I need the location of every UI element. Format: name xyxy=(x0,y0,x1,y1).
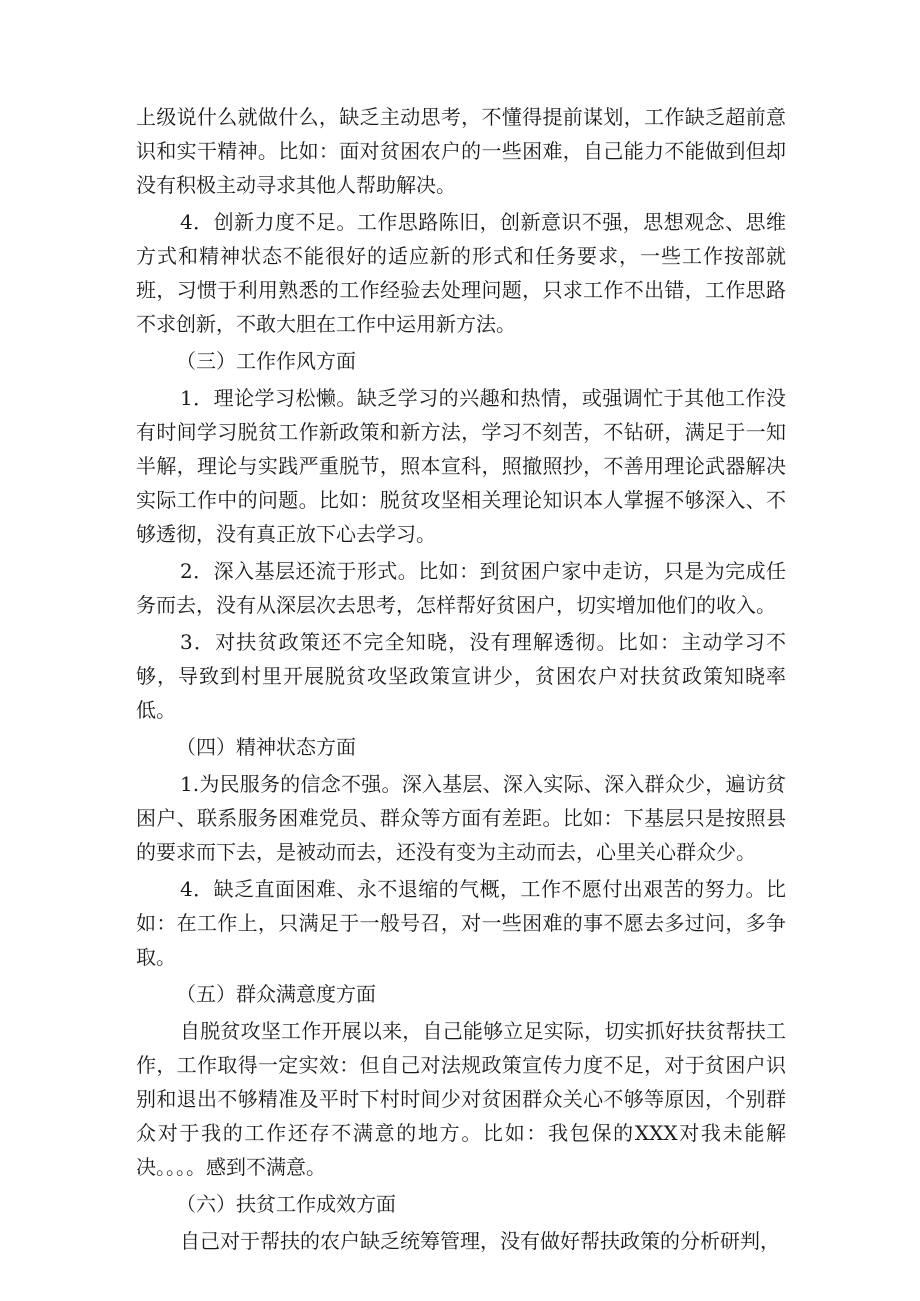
paragraph-service: 1.为民服务的信念不强。深入基层、深入实际、深入群众少，遍访贫困户、联系服务困难党员、群众等方面有差距。比如：下基层只是按照县的要求而下去，是被动而去，还没有变为主动而去，心里关心群众少。 xyxy=(136,772,786,864)
paragraph-1: 上级说什么就做什么，缺乏主动思考，不懂得提前谋划，工作缺乏超前意识和实干精神。比如：面对贫困农户的一些困难，自己能力不能做到但却没有积极主动寻求其他人帮助解决。 xyxy=(136,105,786,197)
section-heading-satisfaction: （五）群众满意度方面 xyxy=(176,982,376,1006)
section-heading-work-style: （三）工作作风方面 xyxy=(176,349,356,373)
paragraph-theory-study: 1．理论学习松懒。缺乏学习的兴趣和热情，或强调忙于其他工作没有时间学习脱贫工作新政策和新方法，学习不刻苦，不钻研，满足于一知半解，理论与实践严重脱节，照本宣科，照撤照抄，不善用理论武器解决实际工作中的问题。比如：脱贫攻坚相关理论知识本人掌握不够深入、不够透彻，没有真正放下心去学习。 xyxy=(136,386,786,546)
document-page xyxy=(136,100,786,1261)
paragraph-grassroots: 2．深入基层还流于形式。比如：到贫困户家中走访，只是为完成任务而去，没有从深层次去思考，怎样帮好贫困户，切实增加他们的收入。 xyxy=(136,559,786,617)
section-heading-results: （六）扶贫工作成效方面 xyxy=(176,1192,396,1216)
paragraph-satisfaction: 自脱贫攻坚工作开展以来，自己能够立足实际，切实抓好扶贫帮扶工作，工作取得一定实效：但自己对法规政策宣传力度不足，对于贫困户识别和退出不够精准及平时下村时间少对贫困群众关心不够等原因，个别群众对于我的工作还存不满意的地方。比如：我包保的XXX对我未能解决。。。。感到不满意。 xyxy=(136,1019,786,1179)
paragraph-innovation: 4．创新力度不足。工作思路陈旧，创新意识不强，思想观念、思维方式和精神状态不能很好的适应新的形式和任务要求，一些工作按部就班，习惯于利用熟悉的工作经验去处理问题，只求工作不出错，工作思路不求创新，不敢大胆在工作中运用新方法。 xyxy=(136,210,786,336)
section-heading-spirit: （四）精神状态方面 xyxy=(176,735,356,759)
paragraph-courage: 4．缺乏直面困难、永不退缩的气概，工作不愿付出艰苦的努力。比如：在工作上，只满足于一般号召，对一些困难的事不愿去多过问，多争取。 xyxy=(136,877,786,969)
paragraph-policy: 3．对扶贫政策还不完全知晓，没有理解透彻。比如：主动学习不够，导致到村里开展脱贫攻坚政策宣讲少，贫困农户对扶贫政策知晓率低。 xyxy=(136,630,786,722)
paragraph-results: 自己对于帮扶的农户缺乏统筹管理，没有做好帮扶政策的分析研判， xyxy=(180,1229,780,1253)
